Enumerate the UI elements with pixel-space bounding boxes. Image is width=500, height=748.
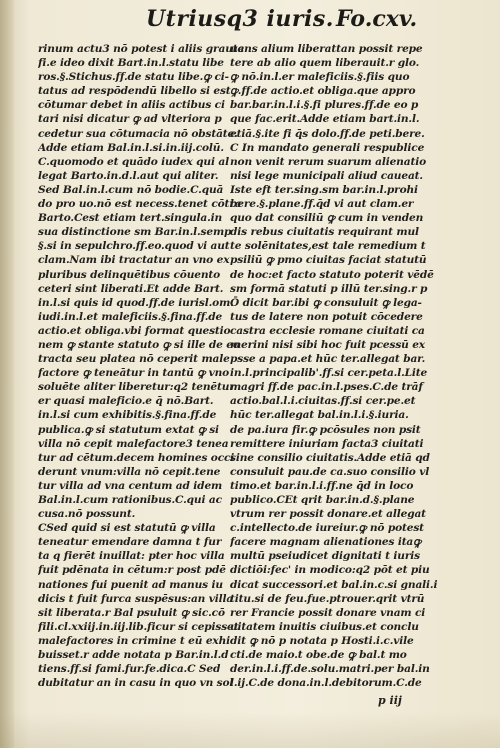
text-line: buisset.r adde notata p Bar.in.l.d (38, 649, 229, 662)
text-line: Barto.Cest etiam tert.singula.in (38, 212, 223, 225)
text-line: que fac.erit.Adde etiam bart.in.l. (230, 113, 420, 126)
text-line: fi.e ideo dixit Bart.in.l.statu libe (38, 57, 224, 70)
text-line: C.quomodo et quādo iudex qui al (38, 155, 229, 168)
text-line: psse a papa.et hūc ter.allegat bar. (230, 353, 426, 366)
text-line: rinum actu3 nō potest i aliis grauta (38, 43, 245, 55)
text-line: timo.et bar.in.l.i.ff.ne q̄d in loco (230, 479, 414, 492)
text-line: consuluit pau.de ca.suo consilio vl (230, 465, 430, 478)
text-line: cusa.nō possunt. (38, 508, 136, 521)
text-line: ros.§.Stichus.ff.de statu libe.ꝙ ci- (38, 71, 229, 84)
text-line: C In mandato generali respublice (230, 141, 425, 154)
text-line: tere ab alio quem liberauit.r glo. (230, 57, 420, 70)
text-line: vtrum rer possit donare.et allegat (230, 508, 426, 521)
text-line: teneatur emendare damna t fur (38, 536, 222, 549)
text-line: uens alium liberattan possit repe (230, 43, 423, 55)
bottom-margin (0, 712, 500, 748)
text-line: tur ad cētum.decem homines occi (38, 451, 235, 464)
right-column (230, 42, 438, 690)
text-line: in.l.si quis id quod.ff.de iurisl.om. (38, 296, 234, 309)
text-line: do pro uo.nō est necess.tenet cōtra (38, 198, 242, 211)
left-column (38, 42, 246, 690)
text-line: Ō dicit bar.ibi ꝙ consuluit ꝙ lega- (230, 296, 422, 309)
text-line: nem ꝙ stante statuto ꝙ si ille de eo (38, 338, 240, 351)
text-line: tatus ad respōdendū libello si est (38, 85, 231, 98)
text-line: tiens.ff.si fami.fur.fe.dica.C Sed (38, 663, 221, 676)
text-line: sit liberata.r Bal psuluit ꝙ sic.cō (38, 606, 225, 619)
text-line: dubitatur an in casu in quo vn sol (38, 677, 234, 690)
text-line: sm formā statuti p illū ter.sing.r p (230, 282, 428, 295)
text-line: dicis t fuit furca suspēsus:an villa (38, 592, 234, 605)
text-line: remittere iniuriam facta3 ciuitati (230, 437, 424, 450)
text-line: dictiōi:fec' in modico:q2 pōt et piu (230, 564, 430, 577)
text-line: Iste eft ter.sing.sm bar.in.l.prohi (230, 183, 418, 196)
text-line: quo dat consiliū ꝙ cum in venden (230, 212, 424, 225)
text-line: factore ꝙ teneātur in tantū ꝙ vno (38, 367, 230, 380)
text-line: nationes fui puenit ad manus iu (38, 578, 223, 591)
signature-mark: p iij (378, 694, 402, 707)
text-line: hūc ter.allegat bal.in.l.i.§.iuria. (230, 409, 409, 422)
text-line: castra ecclesie romane ciuitati ca (230, 324, 425, 337)
text-line: soluēte aliter liberetur:q2 tenētur (38, 381, 235, 394)
text-line: ta q fierēt inuillat: pter hoc villa (38, 550, 225, 563)
text-line: fuit pdēnata in cētum:r post pdē (38, 564, 226, 577)
text-line: legat Barto.in.d.l.aut qui aliter. (38, 169, 219, 182)
text-line: dicat successori.et bal.in.c.si gnali.i (230, 578, 438, 591)
text-line: sine consilio ciuitatis.Adde etiā qd (230, 451, 430, 464)
text-line: malefactores in crimine t eū exhi (38, 634, 231, 647)
text-line: ꝙ nō.in.l.er maleficiis.§.fiis quo (230, 71, 410, 84)
text-line: nisi lege municipali aliud caueat. (230, 169, 423, 182)
text-line: Sed Bal.in.l.cum nō bodie.C.quā (38, 183, 224, 196)
text-line: psiliū ꝙ pmo ciuitas faciat statutū (230, 254, 427, 267)
text-line: cti.de maio.t obe.de ꝙ bal.t mo (230, 649, 407, 662)
running-head: Utriusq3 iuris. (146, 6, 334, 32)
text-line: in.l.principalib'.ff.si cer.peta.l.Lite (230, 367, 428, 380)
text-line: clam.Nam ibi tractatur an vno ex (38, 254, 230, 267)
text-line: tracta seu platea nō ceperit male (38, 353, 230, 366)
text-line: cedetur sua cōtumacia nō obstāte. (38, 127, 238, 140)
text-line: bere.§.plane.ff.q̄d vi aut clam.er (230, 198, 414, 211)
text-line: in.l.si cum exhibitis.§.fina.ff.de (38, 409, 217, 422)
text-line: der.in.l.i.ff.de.solu.matri.per bal.in (230, 663, 430, 676)
text-line: c.intellecto.de iureiur.ꝙ nō potest (230, 522, 424, 535)
text-line: iudi.in.l.et maleficiis.§.fina.ff.de (38, 310, 223, 323)
text-line: non venit rerum suarum alienatio (230, 155, 426, 168)
text-line: dis rebus ciuitatis requirant mul (230, 226, 419, 239)
text-line: ꝙ.ff.de actio.et obliga.que appro (230, 85, 416, 98)
text-line: de pa.iura fir.ꝙ pcōsules non psit (230, 423, 421, 436)
text-line: publico.CEt qrit bar.in.d.§.plane (230, 494, 415, 506)
text-line: Adde etiam Bal.in.l.si.in.iij.colū. (38, 141, 224, 154)
text-line: derunt vnum:villa nō cepit.tene (38, 465, 221, 478)
text-line: villa nō cepit malefactore3 tenea (38, 437, 229, 450)
text-line: actio.bal.l.i.ciuitas.ff.si cer.pe.et (230, 395, 416, 408)
text-line: facere magnam alienationes itaꝙ (230, 536, 421, 549)
text-line: er quasi maleficio.e q̄ nō.Bart. (38, 395, 214, 408)
text-line: magri ff.de pac.in.l.pses.C.de trāf (230, 381, 423, 394)
text-line: tur villa ad vna centum ad idem (38, 479, 223, 492)
folio-number: Fo.cxv. (336, 6, 418, 32)
text-line: l.ij.C.de dona.in.l.debitorum.C.de (230, 677, 422, 690)
text-line: publica.ꝙ si statutum extat ꝙ si (38, 423, 219, 436)
binding-gutter (0, 0, 14, 748)
text-line: te solēnitates,est tale remedium t (230, 240, 426, 253)
text-line: merini nisi sibi hoc fuit pcessū ex (230, 338, 425, 351)
text-line: tus de latere non potuit cōcedere (230, 310, 423, 323)
text-line: titu.si de feu.fue.ptrouer.qrit vtrū (230, 592, 425, 605)
text-line: cōtumar debet in aliis actibus ci (38, 99, 225, 112)
text-line: multū pseiudicet dignitati t iuris (230, 550, 420, 563)
text-line: Bal.in.l.cum rationibus.C.qui ac (38, 494, 222, 506)
text-line: dit ꝙ nō p notata p Hosti.i.c.vile (230, 634, 414, 647)
text-line: bar.bar.in.l.i.§.fi plures.ff.de eo p (230, 99, 419, 112)
text-line: rer Francie possit donare vnam ci (230, 606, 426, 619)
text-line: CSed quid si est statutū ꝙ villa (38, 522, 216, 535)
text-line: pluribus delinquētibus cōuento (38, 268, 221, 281)
text-line: tari nisi dicatur ꝙ ad vlteriora p (38, 113, 222, 126)
text-line: sua distinctione sm Bar.in.l.semp (38, 226, 232, 239)
text-line: uitatem inuitis ciuibus.et conclu (230, 620, 419, 633)
text-line: fili.cl.xxiij.in.iij.lib.ficur si cepisset (38, 620, 239, 633)
text-line: etiā.§.ite fi q̄s dolo.ff.de peti.bere. (230, 127, 425, 140)
text-line: actio.et obliga.vbi format questio (38, 324, 231, 337)
text-line: ceteri sint liberati.Et adde Bart. (38, 282, 224, 295)
text-line: de hoc:et facto statuto poterit vēdē (230, 268, 434, 281)
text-line: §.si in sepulchro.ff.eo.quod vi aut (38, 240, 230, 253)
